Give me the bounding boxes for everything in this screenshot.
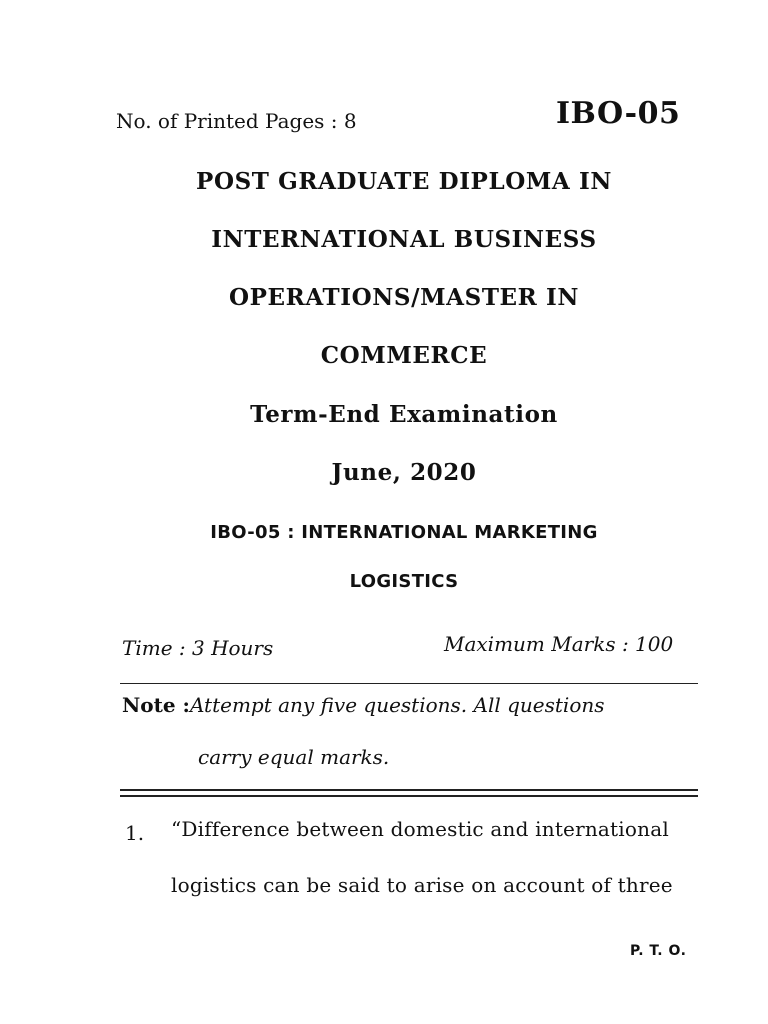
please-turn-over: P. T. O. <box>630 943 687 959</box>
paper-code: IBO-05 <box>556 96 681 131</box>
programme-title-line-3: OPERATIONS/MASTER IN <box>229 284 579 311</box>
programme-title-line-4: COMMERCE <box>320 342 488 369</box>
question-text-line-1: “Difference between domestic and international <box>171 817 669 841</box>
programme-title-line-2: INTERNATIONAL BUSINESS <box>211 226 597 253</box>
note <box>122 693 605 717</box>
question-text-line-2: logistics can be said to arise on account of three <box>171 873 673 897</box>
maximum-marks: Maximum Marks : 100 <box>444 632 674 656</box>
divider-double-top <box>120 789 698 791</box>
divider-double-bottom <box>120 795 698 797</box>
printed-pages-count: No. of Printed Pages : 8 <box>116 109 357 133</box>
exam-date: June, 2020 <box>331 459 477 486</box>
subject-title-line-2: LOGISTICS <box>349 571 459 592</box>
note-text-line-2: carry equal marks. <box>198 745 390 769</box>
note-text-line-1: Attempt any five questions. All questions <box>189 693 605 717</box>
divider-top <box>120 683 698 684</box>
subject-title-line-1: IBO-05 : INTERNATIONAL MARKETING <box>210 522 598 543</box>
question-number: 1. <box>125 821 145 845</box>
programme-title-line-1: POST GRADUATE DIPLOMA IN <box>196 168 612 195</box>
note-label: Note : <box>122 693 190 717</box>
exam-duration: Time : 3 Hours <box>122 636 274 660</box>
exam-name: Term-End Examination <box>250 401 558 428</box>
